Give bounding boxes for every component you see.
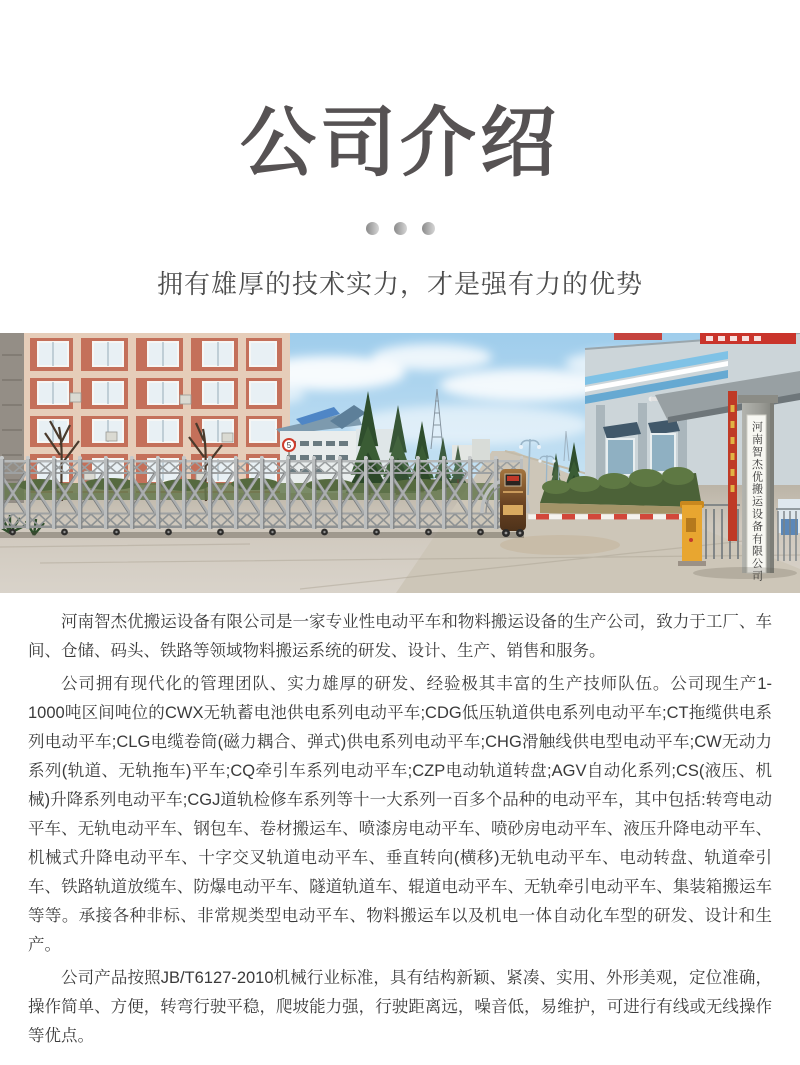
divider-dots (0, 222, 800, 235)
retractable-gate (0, 456, 528, 538)
intro-paragraph-1: 河南智杰优搬运设备有限公司是一家专业性电动平车和物料搬运设备的生产公司，致力于工厂、车间、仓储、码头、铁路等领域物料搬运系统的研发、设计、生产、销售和服务。 (28, 613, 772, 660)
page-subtitle: 拥有雄厚的技术实力，才是强有力的优势 (156, 269, 643, 299)
company-sign-text: 河南智杰优搬运设备有限公司 (750, 421, 763, 583)
company-description (0, 593, 800, 1065)
gate-motor-head (500, 469, 526, 537)
page-title: 公司介绍 (240, 101, 560, 186)
divider-dot (422, 222, 435, 235)
divider-dot (394, 222, 407, 235)
barrier-post (682, 505, 702, 563)
page-header (0, 0, 800, 301)
intro-paragraph-3: 公司产品按照JB/T6127-2010机械行业标准，具有结构新颖、紧凑、实用、外形美观，定位准确，操作简单、方便，转弯行驶平稳，爬坡能力强，行驶距离远，噪音低，易维护，可进行有线或无线操作等优点。 (28, 969, 772, 1045)
intro-paragraph-2: 公司拥有现代化的管理团队、实力雄厚的研发、经验极其丰富的生产技师队伍。公司现生产1-1000吨区间吨位的CWX无轨蓄电池供电系列电动平车;CDG低压轨道供电系列电动平车;CT拖缆供电系列电动平车;CLG电缆卷筒(磁力耦合、弹式)供电系列电动平车;CHG滑触线供电型电动平车;CW无动力系列(轨道、无轨拖车)平车;CQ牵引车系列电动平车;CZP电动轨道转盘;AGV自动化系列;CS(液压、机械)升降系列电动平车;CGJ道轨检修车系列等十一大系列一百多个品种的电动平车，其中包括:转弯电动平车、无轨电动平车、钢包车、卷材搬运车、喷漆房电动平车、喷砂房电动平车、液压升降电动平车、机械式升降电动平车、十字交叉轨道电动平车、垂直转向(横移)无轨电动平车、电动转盘、轨道牵引车、铁路轨道放缆车、防爆电动平车、隧道轨道车、辊道电动平车、无轨牵引电动平车、集装箱搬运车等等。承接各种非标、非常规类型电动平车、物料搬运车以及机电一体自动化车型的研发、设计和生产。 (28, 675, 772, 954)
divider-dot (366, 222, 379, 235)
svg-text:5: 5 (286, 441, 292, 450)
factory-entrance-photo (0, 333, 800, 593)
